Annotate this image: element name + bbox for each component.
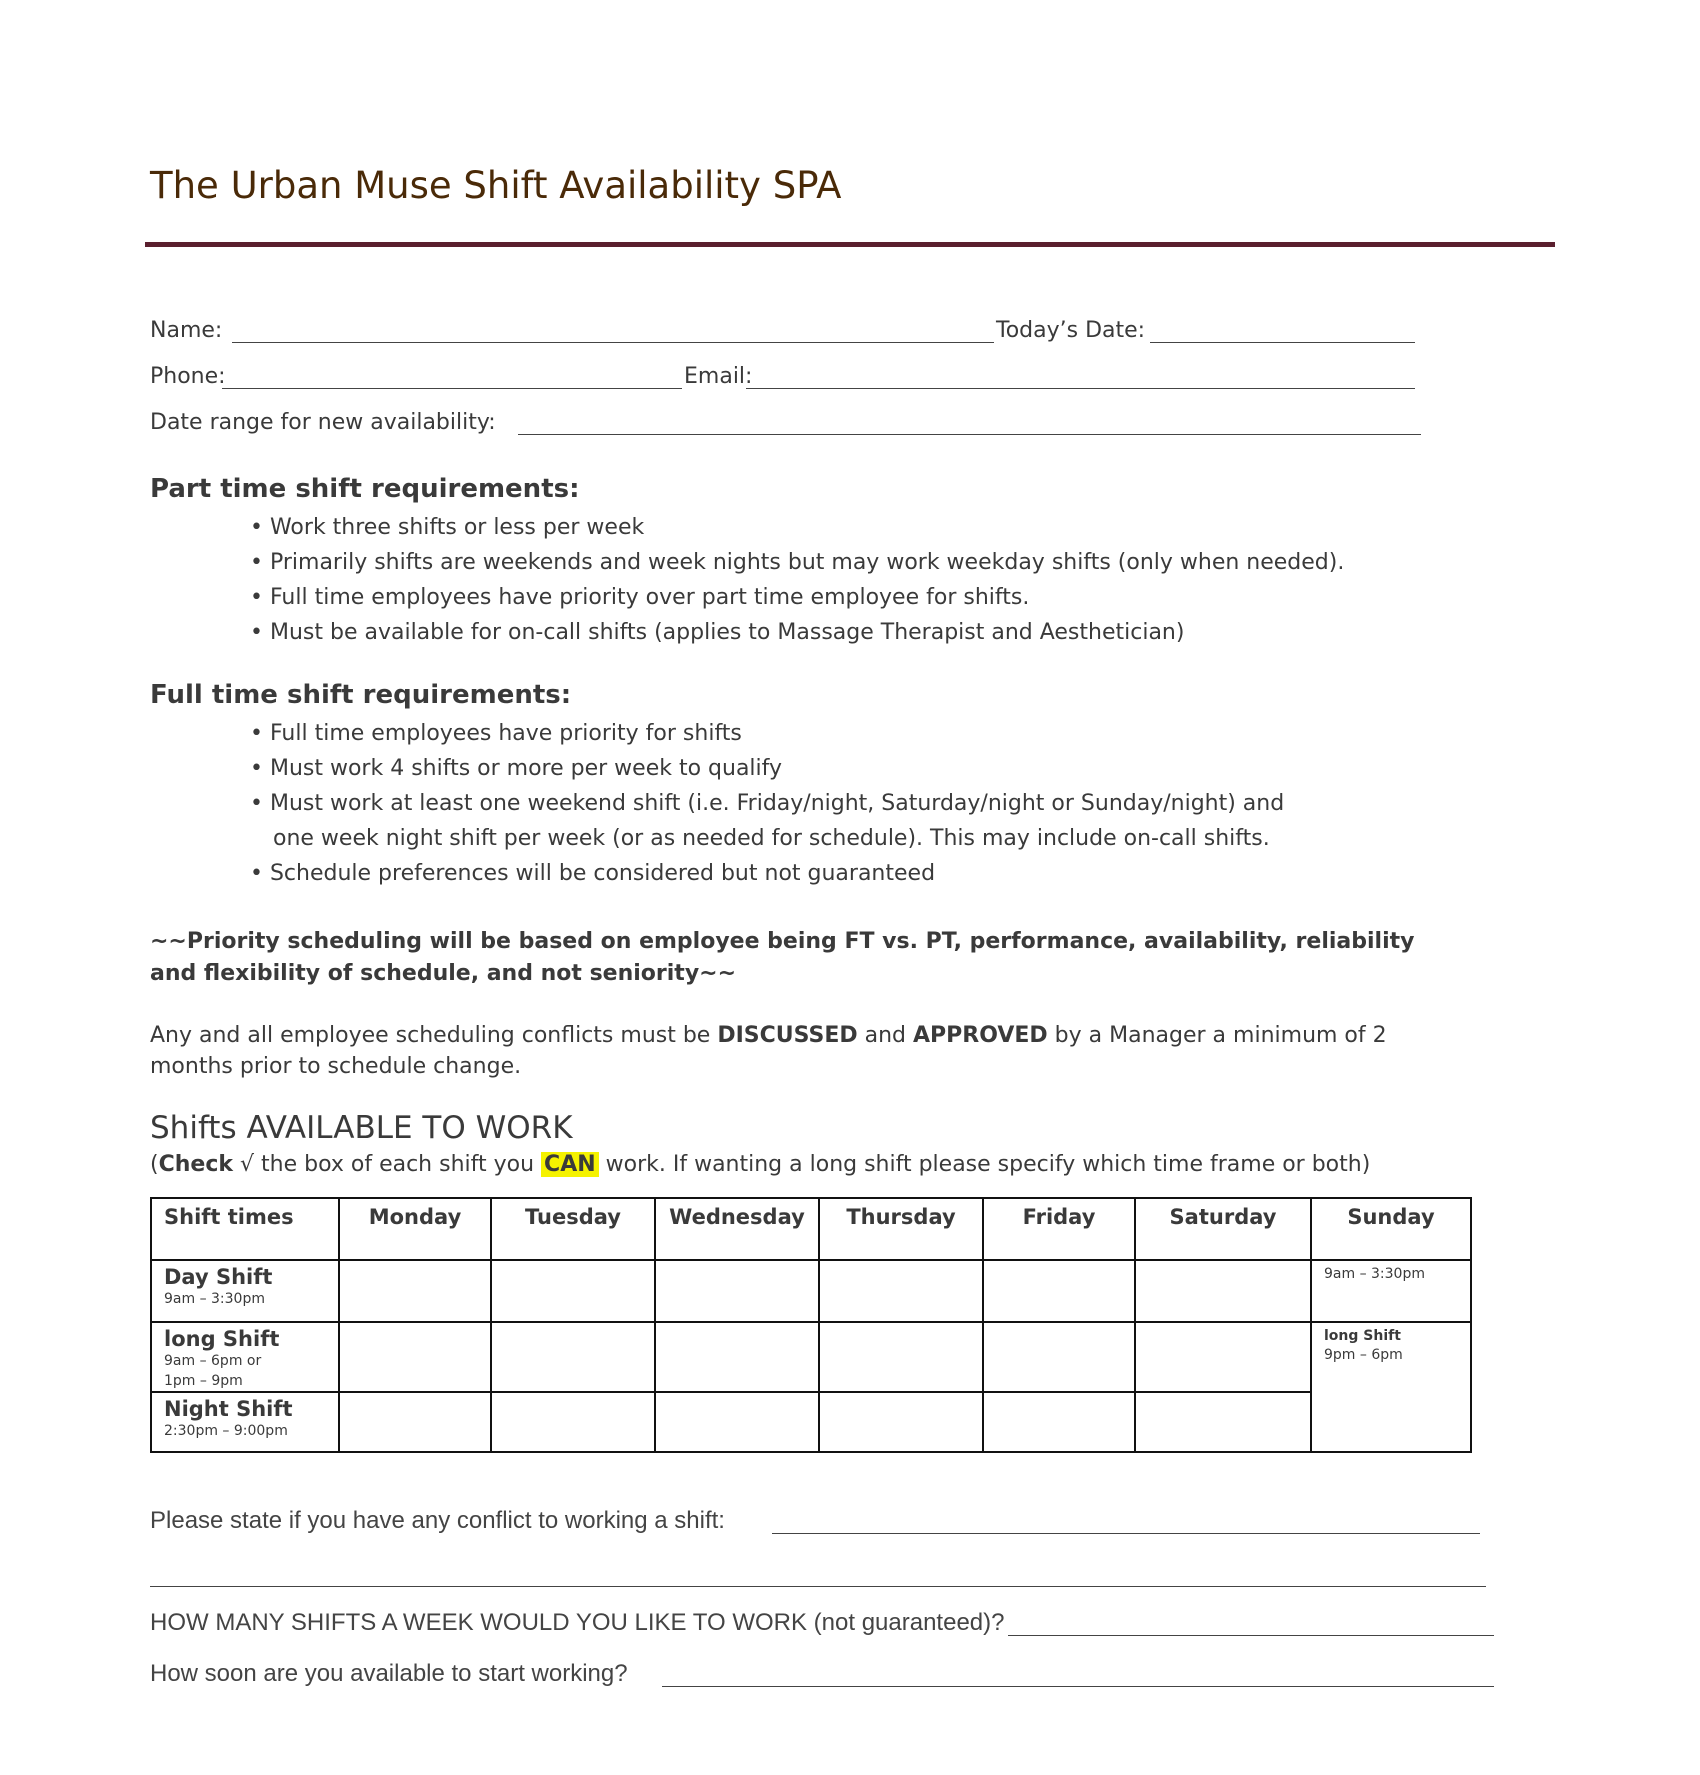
saturday-day-shift-cell[interactable] [1135,1260,1311,1322]
tuesday-day-shift-cell[interactable] [491,1260,655,1322]
header-wednesday: Wednesday [655,1198,819,1260]
friday-long-shift-cell[interactable] [983,1322,1135,1392]
friday-day-shift-cell[interactable] [983,1260,1135,1322]
email-field[interactable] [746,388,1415,389]
tuesday-long-shift-cell[interactable] [491,1322,655,1392]
saturday-long-shift-cell[interactable] [1135,1322,1311,1392]
long-shift-label: long Shift [164,1327,280,1351]
name-field[interactable] [232,342,994,343]
full-time-heading: Full time shift requirements: [150,680,572,710]
header-shift-times: Shift times [151,1198,339,1260]
title-divider [145,242,1555,247]
shifts-heading: Shifts AVAILABLE TO WORK [150,1110,573,1146]
long-shift-time: 9am – 6pm or [164,1353,262,1369]
conflict-field-line-2[interactable] [150,1586,1486,1587]
scheduling-note: Any and all employee scheduling conflicts must be DISCUSSED and APPROVED by a Manager a minimum of 2 months prior to schedule change. [150,1023,1387,1079]
thursday-long-shift-cell[interactable] [819,1322,983,1392]
header-tuesday: Tuesday [491,1198,655,1260]
shifts-per-week-label: HOW MANY SHIFTS A WEEK WOULD YOU LIKE TO WORK (not guaranteed)? [150,1609,1005,1636]
wednesday-long-shift-cell[interactable] [655,1322,819,1392]
start-availability-field[interactable] [662,1686,1494,1687]
full-time-item: • Full time employees have priority for shifts [250,721,742,746]
header-monday: Monday [339,1198,491,1260]
monday-day-shift-cell[interactable] [339,1260,491,1322]
header-thursday: Thursday [819,1198,983,1260]
name-label: Name: [150,318,223,343]
conflict-label: Please state if you have any conflict to working a shift: [150,1507,725,1534]
sunday-long-shift-cell[interactable] [1311,1322,1471,1452]
start-availability-label: How soon are you available to start working? [150,1660,628,1687]
wednesday-night-shift-cell[interactable] [655,1392,819,1452]
full-time-item: • Schedule preferences will be considered but not guaranteed [250,861,936,886]
phone-field[interactable] [222,388,682,389]
part-time-item: • Must be available for on-call shifts (applies to Massage Therapist and Aesthetician) [250,620,1185,645]
part-time-item: • Primarily shifts are weekends and week nights but may work weekday shifts (only when needed). [250,550,1345,575]
part-time-item: • Work three shifts or less per week [250,515,645,540]
night-shift-label-cell [151,1392,339,1452]
monday-night-shift-cell[interactable] [339,1392,491,1452]
part-time-heading: Part time shift requirements: [150,474,580,504]
day-shift-label-cell [151,1260,339,1322]
shift-availability-table [150,1197,1472,1453]
wednesday-day-shift-cell[interactable] [655,1260,819,1322]
page-title: The Urban Muse Shift Availability SPA [150,164,842,207]
shifts-per-week-field[interactable] [1008,1635,1494,1636]
friday-night-shift-cell[interactable] [983,1392,1135,1452]
night-shift-label: Night Shift [164,1397,293,1421]
sunday-day-time: 9am – 3:30pm [1324,1266,1425,1282]
can-highlight: CAN [541,1152,599,1177]
table-row-day-shift [151,1260,1471,1322]
priority-note: ~~Priority scheduling will be based on employee being FT vs. PT, performance, availability, reliability and flexibility of schedule, and not seniority~~ [150,929,1415,986]
table-header-row [151,1198,1471,1260]
header-saturday: Saturday [1135,1198,1311,1260]
phone-label: Phone: [150,364,226,389]
date-range-label: Date range for new availability: [150,410,496,435]
monday-long-shift-cell[interactable] [339,1322,491,1392]
full-time-item: one week night shift per week (or as needed for schedule). This may include on-call shifts. [273,826,1270,851]
shifts-instructions: (Check √ the box of each shift you CAN work. If wanting a long shift please specify which time frame or both) [150,1152,1371,1177]
table-row-night-shift [151,1392,1471,1452]
day-shift-time: 9am – 3:30pm [164,1291,265,1307]
header-sunday: Sunday [1311,1198,1471,1260]
full-time-item: • Must work 4 shifts or more per week to qualify [250,756,783,781]
thursday-night-shift-cell[interactable] [819,1392,983,1452]
saturday-night-shift-cell[interactable] [1135,1392,1311,1452]
todays-date-label: Today’s Date: [996,318,1146,343]
table-row-long-shift [151,1322,1471,1392]
date-range-field[interactable] [518,434,1421,435]
email-label: Email: [684,364,753,389]
part-time-item: • Full time employees have priority over part time employee for shifts. [250,585,1030,610]
todays-date-field[interactable] [1150,342,1415,343]
long-shift-time: 1pm – 9pm [164,1373,243,1389]
night-shift-time: 2:30pm – 9:00pm [164,1423,288,1439]
sunday-long-note: long Shift 9pm – 6pm [1324,1328,1403,1363]
day-shift-label: Day Shift [164,1265,273,1289]
conflict-field[interactable] [772,1533,1480,1534]
thursday-day-shift-cell[interactable] [819,1260,983,1322]
sunday-day-shift-cell[interactable] [1311,1260,1471,1322]
long-shift-label-cell [151,1322,339,1392]
full-time-item: • Must work at least one weekend shift (i.e. Friday/night, Saturday/night or Sunday/night) and [250,791,1285,816]
header-friday: Friday [983,1198,1135,1260]
tuesday-night-shift-cell[interactable] [491,1392,655,1452]
